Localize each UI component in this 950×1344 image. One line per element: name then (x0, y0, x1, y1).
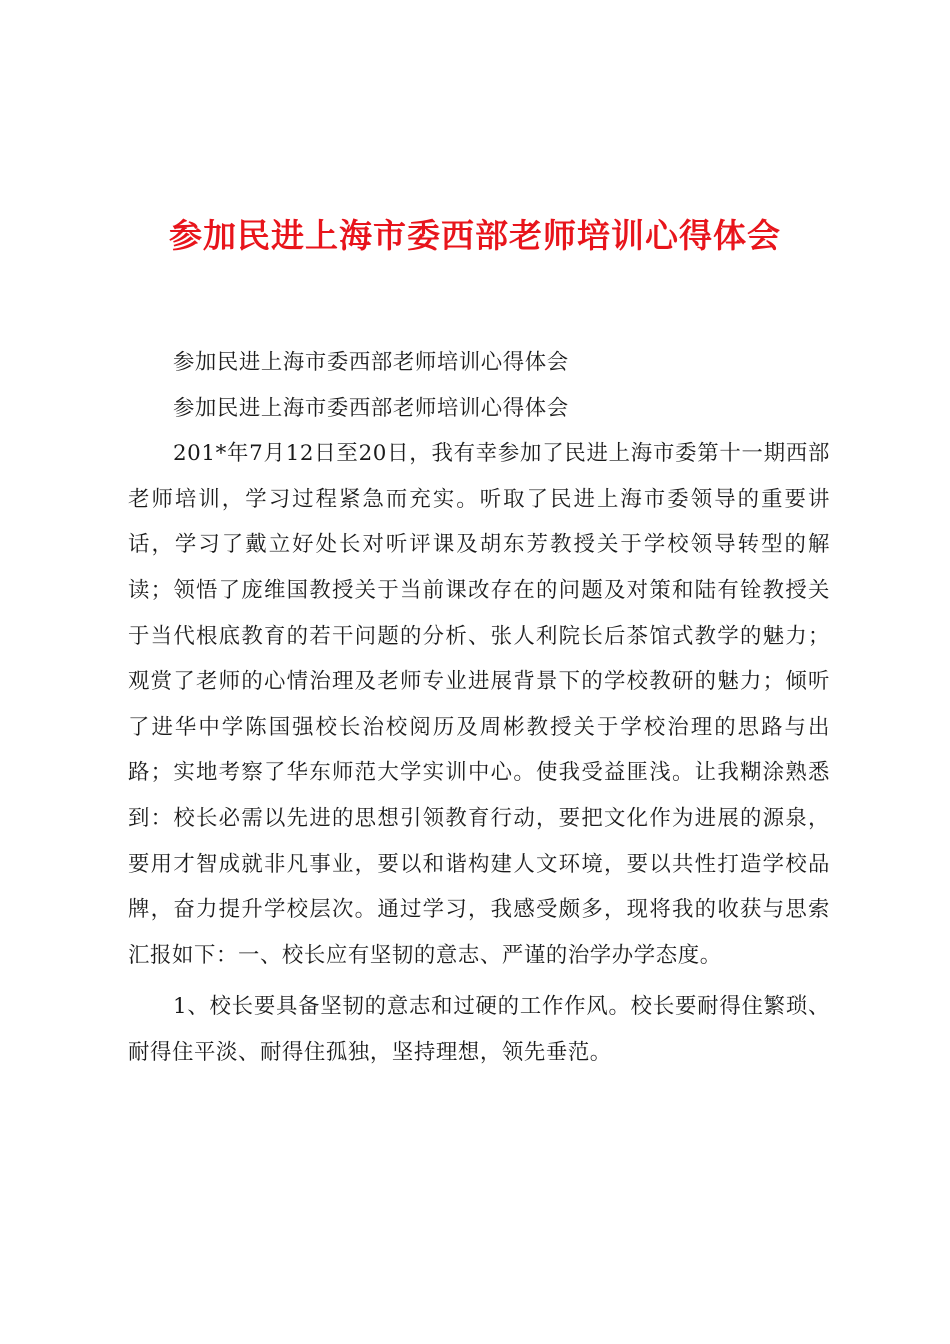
paragraph-main: 201*年7月12日至20日，我有幸参加了民进上海市委第十一期西部老师培训，学习过程紧急而充实。听取了民进上海市委领导的重要讲话，学习了戴立好处长对听评课及胡东芳教授关于学校领导转型的解读；领悟了庞维国教授关于当前课改存在的问题及对策和陆有铨教授关于当代根底教育的若干问题的分析、张人利院长后茶馆式教学的魅力；观赏了老师的心情治理及老师专业进展背景下的学校教研的魅力；倾听了进华中学陈国强校长治校阅历及周彬教授关于学校治理的思路与出路；实地考察了华东师范大学实训中心。使我受益匪浅。让我糊涂熟悉到：校长必需以先进的思想引领教育行动，要把文化作为进展的源泉，要用才智成就非凡事业，要以和谐构建人文环境，要以共性打造学校品牌，奋力提升学校层次。通过学习，我感受颇多，现将我的收获与思索汇报如下：一、校长应有坚韧的意志、严谨的治学办学态度。 (128, 441, 830, 968)
paragraph-subtitle-2: 参加民进上海市委西部老师培训心得体会 (172, 395, 569, 421)
paragraph-subtitle-1: 参加民进上海市委西部老师培训心得体会 (172, 350, 569, 375)
paragraph-point-1: 1、校长要具备坚韧的意志和过硬的工作作风。校长要耐得住繁琐、耐得住平淡、耐得住孤独，坚持理想，领先垂范。 (128, 994, 830, 1065)
document-title: 参加民进上海市委西部老师培训心得体会 (169, 216, 781, 255)
document-body (128, 340, 830, 1076)
